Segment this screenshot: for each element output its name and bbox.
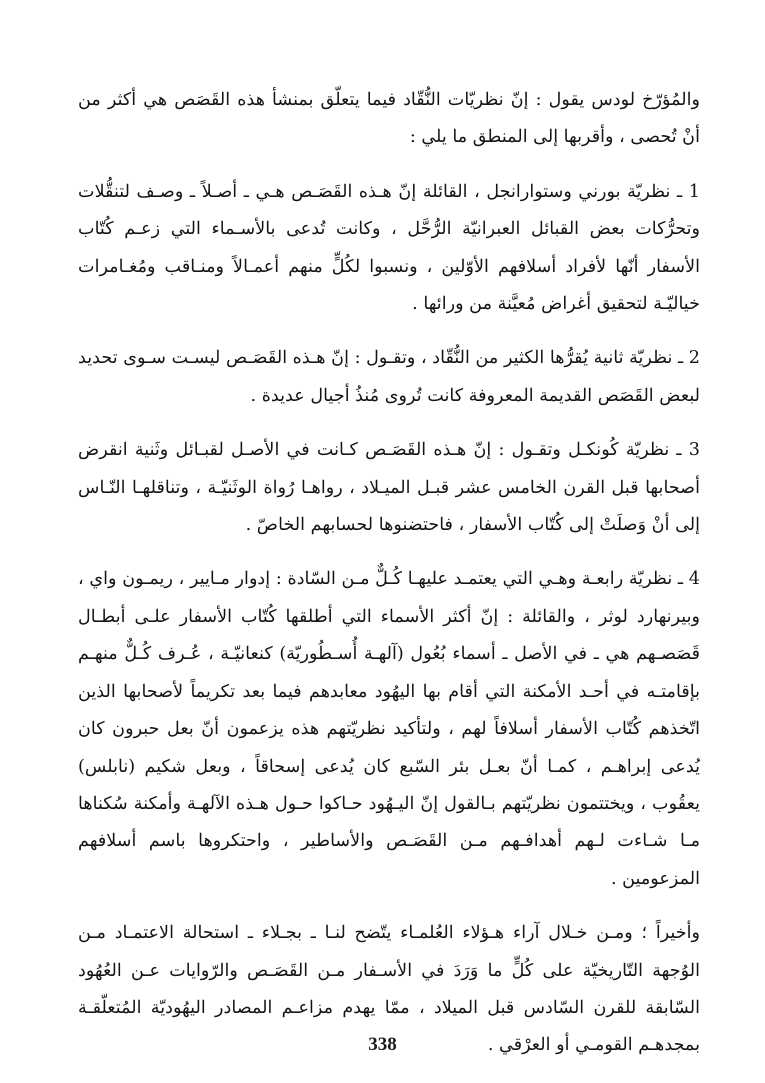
theory-1-paragraph: 1 ـ نظريّة بورني وستوارانجل ، القائلة إنّ هـذه القَصَـص هـي ـ أصـلاً ـ وصـف لتنقُّلات وتحرُّكات بعض القبائل العبرانيّة الرُّحَّل ، وكانت تُدعى بالأسـماء التي زعـم كُتّاب الأسفار أنّها لأفراد أسلافهم الأوّلين ، ونسبوا لكُلٍّ منهم أعمـالاً ومنـاقب ومُغـامرات خياليّـة لتحقيق أغراض مُعيَّنة من ورائها . bbox=[78, 181, 700, 315]
theory-2-paragraph: 2 ـ نظريّة ثانية يُقرُّها الكثير من النُّقّاد ، وتقـول : إنّ هـذه القَصَـص ليسـت سـوى تحديد لبعض القَصَص القديمة المعروفة كانت تُروى مُنذُ أجيال عديدة . bbox=[78, 348, 700, 406]
theory-4-paragraph: 4 ـ نظريّة رابعـة وهـي التي يعتمـد عليهـا كُـلٌّ مـن السّادة : إدوار مـايير ، ريمـون واي ، وبيرنهارد لوثر ، والقائلة : إنّ أكثر الأسماء التي أطلقها كُتّاب الأسفار علـى أبطـال قَصَصـهم هي ـ في الأصل ـ أسماء بُعُول (آلهـة أُسـطُوريّة) كنعانيّـة ، عُـرف كُـلٌّ منهـم بإقامتـه في أحـد الأمكنة التي أقام بها اليهُود معابدهم فيما بعد تكريماً لأصحابها الذين اتّخذهم كُتّاب الأسفار أسلافاً لهم ، ولتأكيد نظريّتهم هذه يزعمون أنّ بعل حبرون كان يُدعى إبراهـم ، كمـا أنّ بعـل بئر السّبع كان يُدعى إسحاقاً ، وبعل شكيم (نابلس) يعقُوب ، ويختتمون نظريّتهم بـالقول إنّ اليـهُود حـاكوا حـول هـذه الآلهـة وأمكنة سُكناها مـا شـاءت لـهم أهدافـهم مـن القَصَـص والأساطير ، واحتكروها باسم أسلافهم المزعومين . bbox=[78, 569, 700, 889]
body-text bbox=[78, 82, 700, 1082]
page-number: 338 bbox=[368, 1034, 397, 1055]
conclusion-paragraph: وأخيراً ؛ ومـن خـلال آراء هـؤلاء العُلمـاء يتّضح لنـا ـ بجـلاء ـ استحالة الاعتمـاد مـن الوُجهة التّاريخيّة على كُلٍّ ما وَرَدَ في الأسـفار مـن القَصَـص والرّوايات عـن العُهُود السّابقة للقرن السّادس قبل الميلاد ، ممّا يهدم مزاعـم المصادر اليهُوديّة المُتعلّقـة بمجدهـم القومـي أو العرْقي . bbox=[78, 923, 700, 1056]
theory-3-paragraph: 3 ـ نظريّة كُونكـل وتقـول : إنّ هـذه القَصَـص كـانت في الأصـل لقبـائل وثَنية انقرض أصحابها قبل القرن الخامس عشر قبـل الميـلاد ، رواهـا رُواة الوثَنيّـة ، وتناقلهـا النّـاس إلى أنْ وَصلَتْ إلى كُتّاب الأسفار ، فاحتضنوها لحسابهم الخاصّ . bbox=[78, 440, 700, 536]
intro-paragraph: والمُؤرّخ لودس يقول : إنّ نظريّات النُّقّاد فيما يتعلّق بمنشأ هذه القَصَص هي أكثر من أنْ تُحصى ، وأقربها إلى المنطق ما يلي : bbox=[78, 90, 700, 148]
